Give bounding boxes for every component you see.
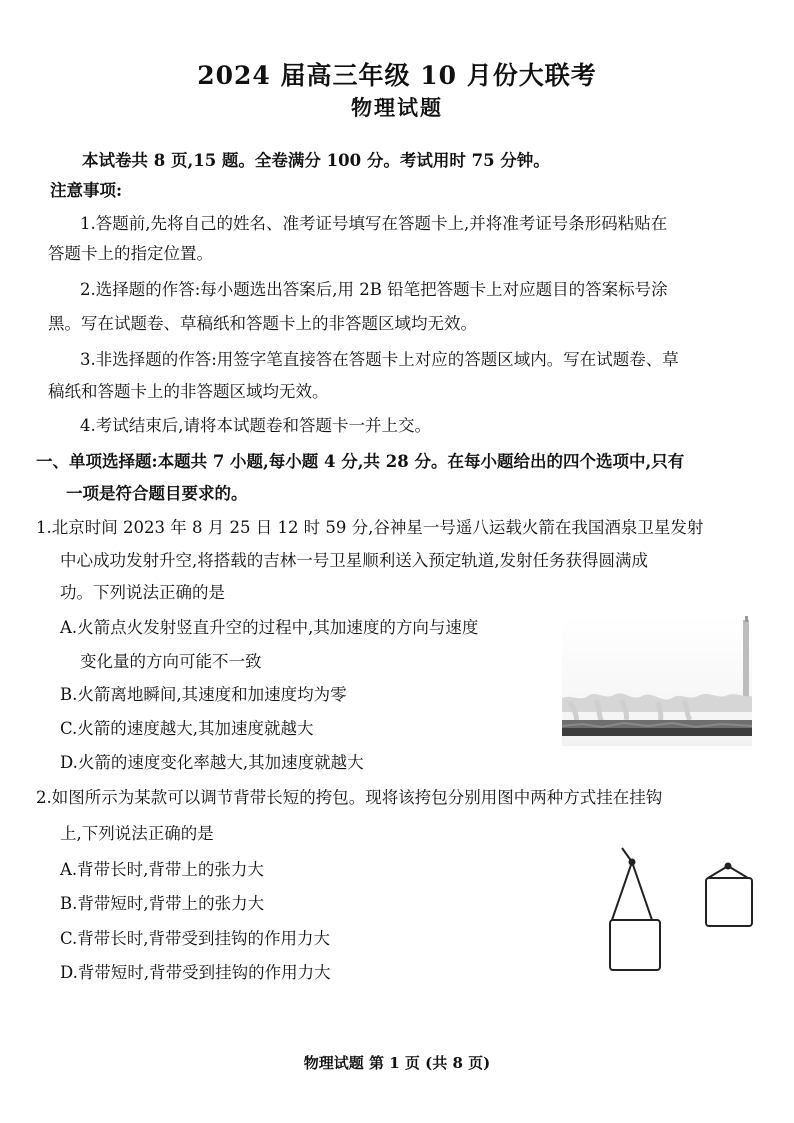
notice-line: 黑。写在试题卷、草稿纸和答题卡上的非答题区域均无效。 <box>48 314 477 333</box>
notice-heading: 注意事项: <box>50 181 123 200</box>
strap-left <box>708 866 728 878</box>
notice-line: 4.考试结束后,请将本试题卷和答题卡一并上交。 <box>80 416 431 435</box>
page-footer: 物理试题 第 1 页 (共 8 页) <box>303 1054 491 1072</box>
notice-line: 答题卡上的指定位置。 <box>48 244 213 263</box>
page-subtitle: 物理试题 <box>351 95 443 120</box>
notice-line: 2.选择题的作答:每小题选出答案后,用 2B 铅笔把答题卡上对应题目的答案标号涂 <box>80 280 668 299</box>
q1-option-a: A.火箭点火发射竖直升空的过程中,其加速度的方向与速度 <box>60 618 479 637</box>
strap-right <box>728 866 748 878</box>
q2-option-a: A.背带长时,背带上的张力大 <box>60 860 264 879</box>
notice-line: 1.答题前,先将自己的姓名、准考证号填写在答题卡上,并将准考证号条形码粘贴在 <box>80 214 668 233</box>
q1-option-a-cont: 变化量的方向可能不一致 <box>80 652 262 671</box>
q1-stem: 1.北京时间 2023 年 8 月 25 日 12 时 59 分,谷神星一号遥八运载火箭在我国酒泉卫星发射 <box>36 518 704 537</box>
exam-intro: 本试卷共 8 页,15 题。全卷满分 100 分。考试用时 75 分钟。 <box>82 151 550 170</box>
notice-line: 稿纸和答题卡上的非答题区域均无效。 <box>48 382 329 401</box>
strap-right <box>632 862 652 920</box>
q1-option-b: B.火箭离地瞬间,其速度和加速度均为零 <box>60 685 347 704</box>
q1-stem: 中心成功发射升空,将搭载的吉林一号卫星顺利送入预定轨道,发射任务获得圆满成 <box>60 551 648 570</box>
q2-option-c: C.背带长时,背带受到挂钩的作用力大 <box>60 929 331 948</box>
bag-body <box>610 920 660 970</box>
q2-option-d: D.背带短时,背带受到挂钩的作用力大 <box>60 963 331 982</box>
q2-stem: 2.如图所示为某款可以调节背带长短的挎包。现将该挎包分别用图中两种方式挂在挂钩 <box>36 788 663 807</box>
short-strap-bag <box>706 864 752 927</box>
section-heading: 一、单项选择题:本题共 7 小题,每小题 4 分,共 28 分。在每小题给出的四个选项中,只有 <box>36 452 685 471</box>
q1-stem: 功。下列说法正确的是 <box>60 583 225 602</box>
q2-stem: 上,下列说法正确的是 <box>60 824 214 843</box>
bag-body <box>706 878 752 926</box>
rocket-launch-photo <box>562 616 752 746</box>
notice-line: 3.非选择题的作答:用签字笔直接答在答题卡上对应的答题区域内。写在试题卷、草 <box>80 350 679 369</box>
q2-option-b: B.背带短时,背带上的张力大 <box>60 894 265 913</box>
section-heading-cont: 一项是符合题目要求的。 <box>66 484 248 503</box>
page-title: 2024 届高三年级 10 月份大联考 <box>197 61 597 90</box>
strap-left <box>612 862 632 920</box>
bag-diagram <box>600 840 760 980</box>
q1-option-c: C.火箭的速度越大,其加速度就越大 <box>60 719 314 738</box>
long-strap-bag <box>610 848 660 970</box>
q1-option-d: D.火箭的速度变化率越大,其加速度就越大 <box>60 753 364 772</box>
